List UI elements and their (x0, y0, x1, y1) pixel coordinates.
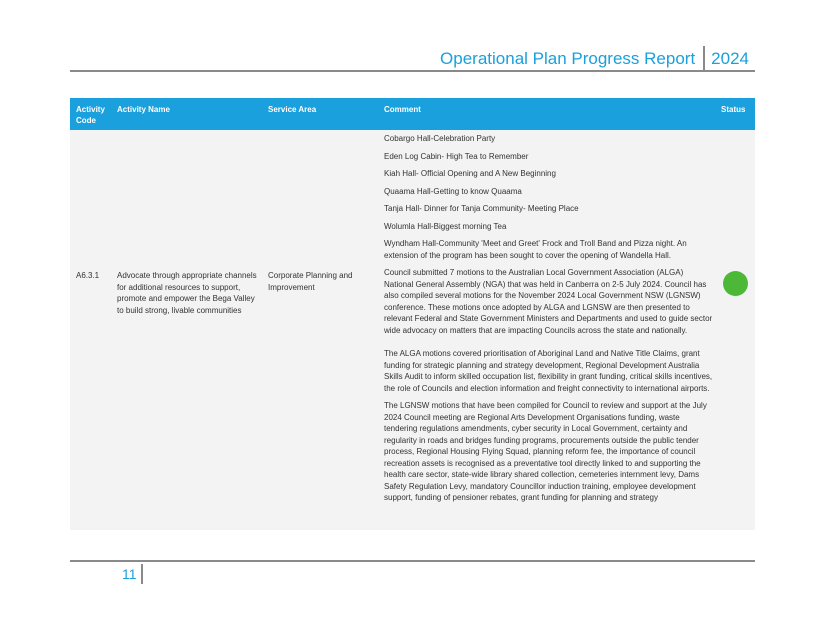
column-status: Status (721, 105, 746, 114)
page-number: 11 (122, 566, 137, 582)
table-row (70, 130, 755, 530)
column-activity-code-line1: Activity (76, 105, 105, 114)
column-comment: Comment (384, 105, 421, 114)
header-rule (70, 70, 755, 72)
comment-paragraph: The LGNSW motions that have been compiled for Council to review and support at the July 2024 Council meeting are Regional Arts Development Organisations funding, waste tendering regulations amendments, cyber security in Local Government, certainty and regularity in roads and bridges funding programs, procurements outside the public tender process, Regional Housing Flying Squad, planning reform fee, the importance of council recreation assets is recognised as a preventative tool directly linked to and supporting the health care sector, state-wide library shared collection, cemeteries internment levy, Dams Safety Regulation Levy, mandatory Councillor induction training, employee development support, funding of pensioner rebates, grant funding for planning and strategy (384, 401, 707, 502)
comment-cell (384, 130, 714, 510)
comment-line: Quaama Hall-Getting to know Quaama (384, 186, 522, 196)
service-area: Corporate Planning and Improvement (268, 271, 353, 292)
column-activity-code (76, 104, 105, 126)
comment-paragraph: Council submitted 7 motions to the Australian Local Government Association (ALGA) National General Assembly (NGA) that was held in Canberra on 2-5 July 2024. Council has also compiled several motions for the November 2024 Local Government NSW (LGNSW) conference. These motions once adopted by ALGA and LGNSW are then presented to relevant Federal and State Government Ministers and Departments and used to guide sector wide advocacy on matters that are impacting Councils across the state and nationally. (384, 268, 713, 335)
report-year: 2024 (711, 49, 749, 68)
comment-line: Eden Log Cabin- High Tea to Remember (384, 151, 529, 161)
column-activity-name: Activity Name (117, 105, 170, 114)
comment-paragraph: The ALGA motions covered prioritisation of Aboriginal Land and Native Title Claims, grant funding for strategic planning and strategy development, Regional Development Australia Skills Audit to inform skilled occupation list, flexibility in grant funding, critical skills incentives, the role of Councils and election information and freight connectivity to international airports. (384, 349, 713, 393)
footer-rule (70, 560, 755, 562)
header-divider (703, 46, 705, 72)
column-activity-code-line2: Code (76, 116, 96, 125)
column-service-area: Service Area (268, 105, 317, 114)
report-title: Operational Plan Progress Report (440, 49, 696, 68)
comment-line: Cobargo Hall-Celebration Party (384, 134, 496, 143)
comment-line: Wolumla Hall-Biggest morning Tea (384, 221, 507, 231)
comment-line: Tanja Hall- Dinner for Tanja Community- Meeting Place (384, 204, 579, 213)
footer-divider (141, 564, 143, 584)
comment-line: Kiah Hall- Official Opening and A New Beginning (384, 169, 556, 178)
activity-name: Advocate through appropriate channels for additional resources to support, promote and empower the Bega Valley to build strong, livable communities (117, 271, 257, 315)
activity-code: A6.3.1 (76, 271, 100, 280)
status-indicator (723, 271, 748, 296)
table-header (70, 98, 755, 130)
comment-line: Wyndham Hall-Community 'Meet and Greet' Frock and Troll Band and Pizza night. An extension of the program has been sought to cover the opening of Wandella Hall. (384, 239, 687, 260)
